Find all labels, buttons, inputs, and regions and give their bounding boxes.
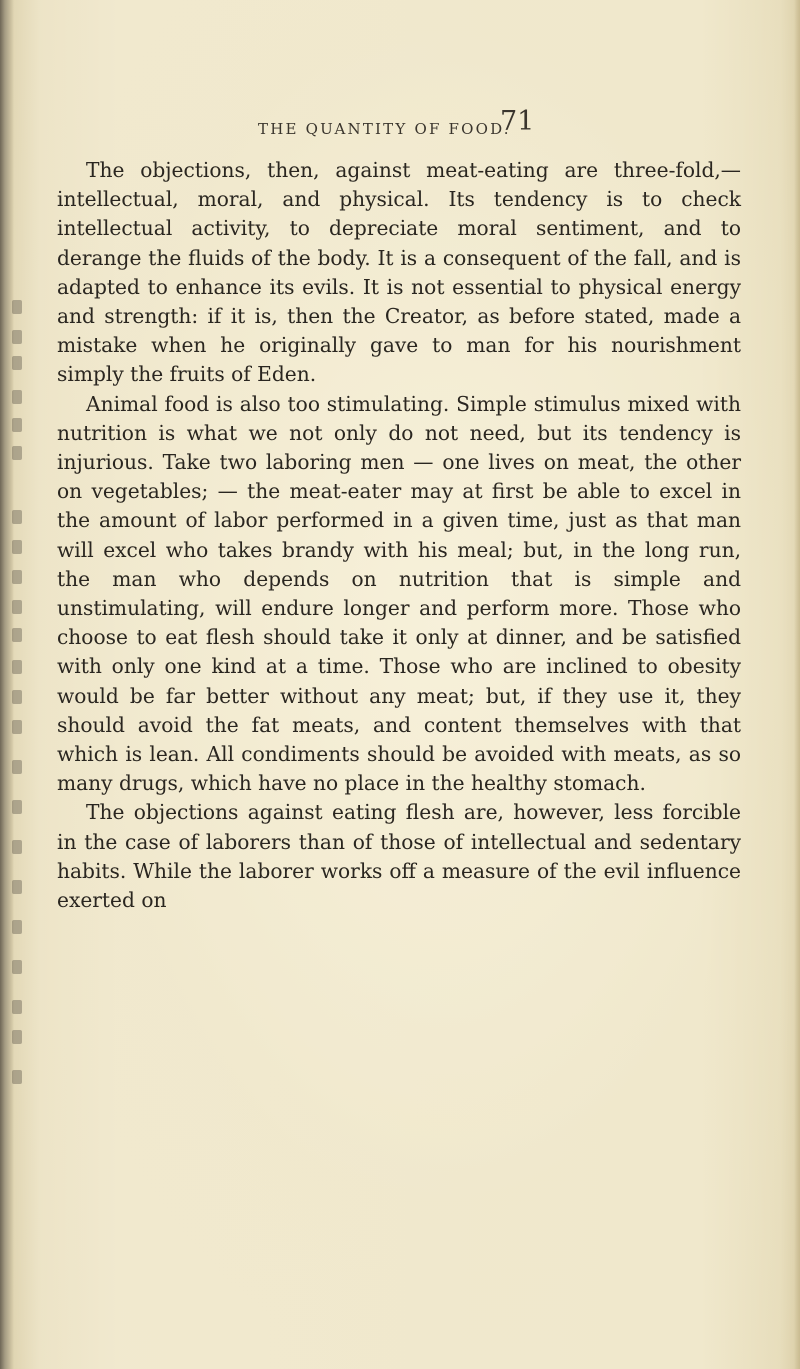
gutter-shadow-marks — [12, 0, 34, 1369]
page-number: 71 — [500, 106, 535, 137]
paragraph: The objections, then, against meat-eating are three-fold,—intellectual, moral, and physical. Its tendency is to check intellectual activity, to depreciate moral sentiment, and to derange the fluids of the body. It is a consequent of the fall, and is adapted to enhance its evils. It is not essential to physical energy and strength: if it is, then the Creator, as before stated, made a mistake when he originally gave to man for his nourishment simply the fruits of Eden. — [57, 158, 741, 387]
body-text — [57, 156, 741, 1216]
paragraph: Animal food is also too stimulating. Simple stimulus mixed with nutrition is what we not only do not need, but its tendency is injurious. Take two laboring men — one lives on meat, the other on vegetables; — the meat-eater may at first be able to excel in the amount of labor performed in a given time, just as that man will excel who takes brandy with his meal; but, in the long run, the man who depends on nutrition that is simple and unstimulating, will endure longer and perform more. Those who choose to eat flesh should take it only at dinner, and be satisfied with only one kind at a time. Those who are inclined to obesity would be far better without any meat; but, if they use it, they should avoid the fat meats, and content themselves with that which is lean. All condiments should be avoided with meats, as so many drugs, which have no place in the healthy stomach. — [57, 391, 741, 796]
page-header — [258, 106, 728, 150]
paragraph: The objections against eating flesh are, however, less forcible in the case of laborers than of those of intellectual and sedentary habits. While the laborer works off a measure of the evil influence exerted on — [57, 800, 741, 913]
running-title: THE QUANTITY OF FOOD. — [258, 120, 511, 138]
page-right-edge — [794, 0, 800, 1369]
